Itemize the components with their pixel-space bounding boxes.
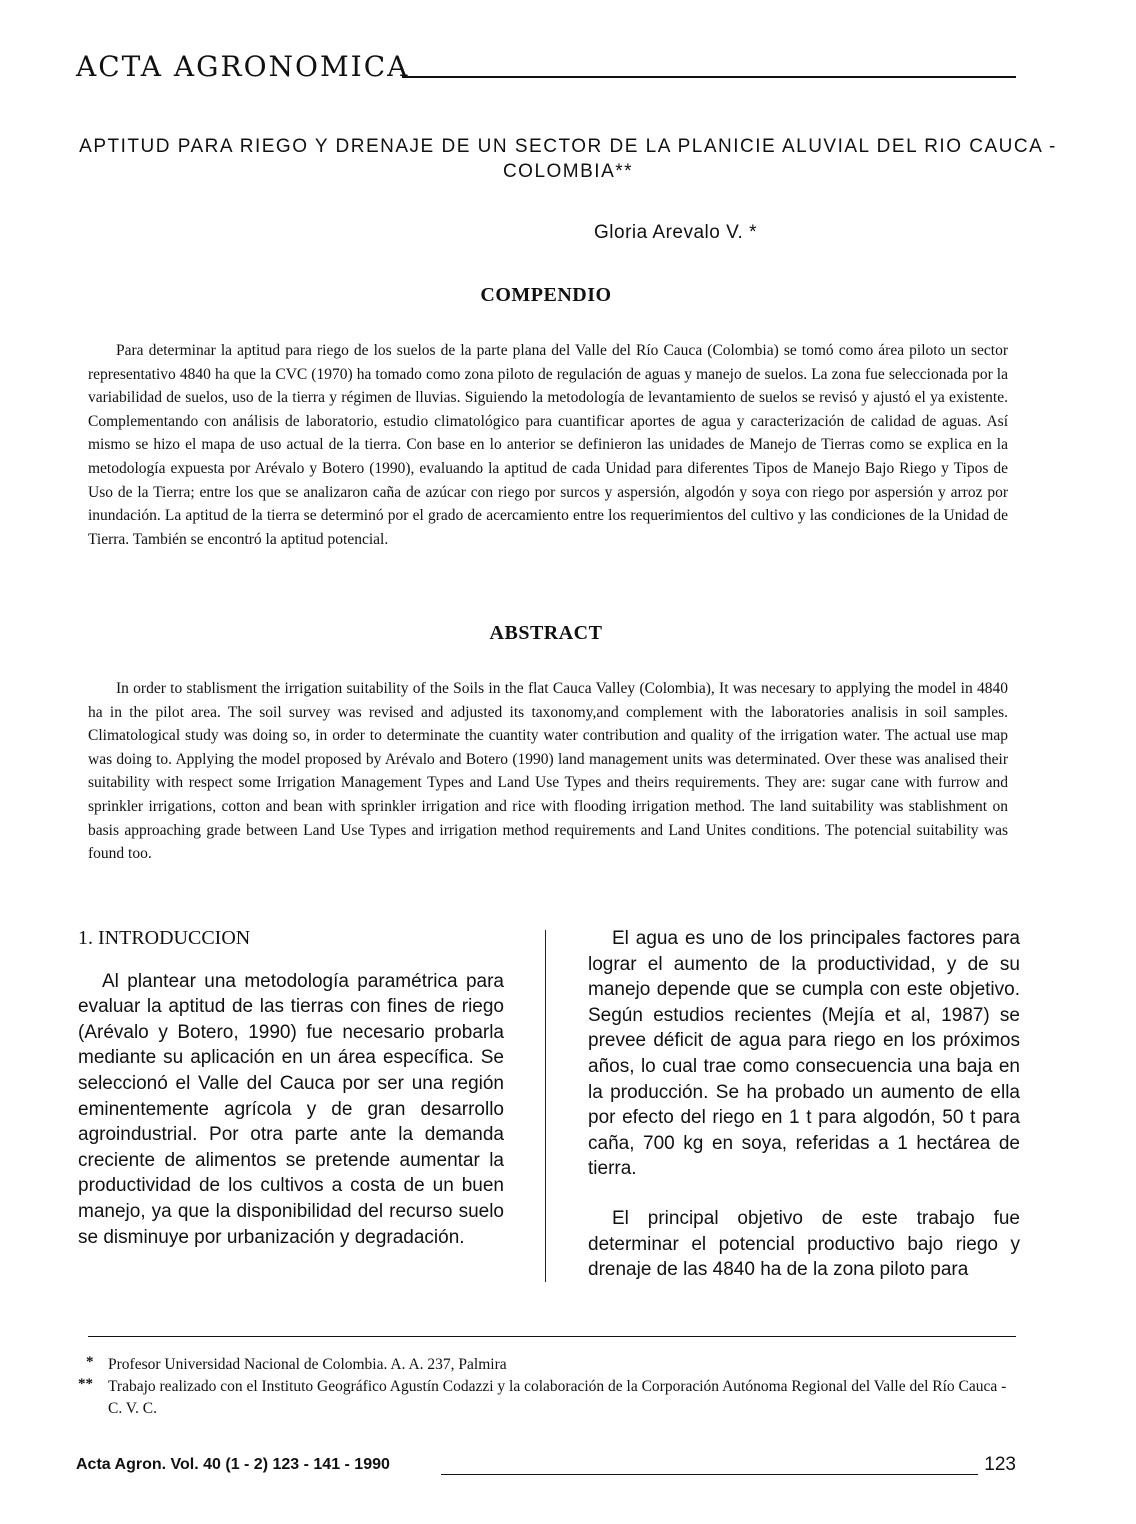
article-author: Gloria Arevalo V. * bbox=[594, 222, 757, 243]
article-title: APTITUD PARA RIEGO Y DRENAJE DE UN SECTOR DE LA PLANICIE ALUVIAL DEL RIO CAUCA - COLOMBIA** bbox=[79, 136, 1057, 182]
introduction-paragraph-right-2: El principal objetivo de este trabajo fue determinar el potencial productivo bajo riego y drenaje de las 4840 ha de la zona piloto para bbox=[588, 1207, 1020, 1281]
journal-name: ACTA AGRONOMICA bbox=[76, 50, 410, 83]
compendio-paragraph: Para determinar la aptitud para riego de los suelos de la parte plana del Valle del Río Cauca (Colombia) se tomó como área piloto un sector representativo 4840 ha que la CVC (1970) ha tomado como zona piloto de regulación de aguas y manejo de suelos. La zona fue seleccionada por la variabilidad de suelos, uso de la tierra y régimen de lluvias. Siguiendo la metodología de levantamiento de suelos se revisó y ajustó el ya existente. Complementando con análisis de laboratorio, estudio climatológico para cuantificar aportes de agua y caracterización de calidad de aguas. Así mismo se hizo el mapa de uso actual de la tierra. Con base en lo anterior se definieron las unidades de Manejo de Tierras como se explica en la metodología expuesta por Arévalo y Botero (1990), evaluando la aptitud de cada Unidad para diferentes Tipos de Manejo Bajo Riego y Tipos de Uso de la Tierra; entre los que se analizaron caña de azúcar con riego por surcos y aspersión, algodón y soya con riego por aspersión y arroz por inundación. La aptitud de la tierra se determinó por el grado de acercamiento entre los requerimientos del cultivo y las condiciones de la Unidad de Tierra. También se encontró la aptitud potencial. bbox=[88, 342, 1008, 548]
footnote-item bbox=[76, 1376, 1016, 1420]
abstract-heading: ABSTRACT bbox=[489, 622, 603, 644]
journal-header bbox=[76, 50, 1016, 90]
footnote-mark: * bbox=[86, 1354, 94, 1370]
journal-citation: Acta Agron. Vol. 40 (1 - 2) 123 - 141 - 1990 bbox=[76, 1456, 390, 1473]
compendio-text-block bbox=[88, 339, 1008, 551]
footer-rule bbox=[441, 1474, 978, 1475]
column-divider bbox=[545, 930, 546, 1282]
footnote-item bbox=[76, 1354, 1016, 1376]
footnote-text: Trabajo realizado con el Instituto Geográfico Agustín Codazzi y la colaboración de la Corporación Autónoma Regional del Valle del Río Cauca - C. V. C. bbox=[108, 1378, 1007, 1417]
page-number: 123 bbox=[984, 1454, 1016, 1475]
header-rule bbox=[402, 76, 1016, 78]
abstract-paragraph: In order to stablisment the irrigation suitability of the Soils in the flat Cauca Valley (Colombia), It was necesary to applying the model in 4840 ha in the pilot area. The soil survey was revised and adjusted its taxonomy,and complement with the laboratories analisis in soil samples. Climatological study was doing so, in order to determinate the cuantity water contribution and quality of the irrigation water. The actual use map was doing to. Applying the model proposed by Arévalo and Botero (1990) land management units was determinated. Over these was analised their suitability with respect some Irrigation Management Types and Land Use Types and theirs requirements. They are: sugar cane with furrow and sprinkler irrigations, cotton and bean with sprinkler irrigation and rice with flooding irrigation method. The land suitability was stablishment on basis approaching grade between Land Use Types and irrigation method requirements and Land Unites conditions. The potencial suitability was found too. bbox=[88, 680, 1008, 863]
compendio-heading: COMPENDIO bbox=[480, 284, 612, 306]
page-footer bbox=[76, 1454, 1016, 1482]
introduction-paragraph-right-1: El agua es uno de los principales factores para lograr el aumento de la productividad, y de su manejo depende que se cumpla con este objetivo. Según estudios recientes (Mejía et al, 1987) se prevee déficit de agua para riego en los próximos años, lo cual trae como consecuencia una baja en la producción. Se ha probado un aumento de ella por efecto del riego en 1 t para algodón, 50 t para caña, 700 kg en soya, referidas a 1 hectárea de tierra. bbox=[588, 928, 1020, 1180]
introduction-heading: 1. INTRODUCCION bbox=[78, 927, 251, 949]
abstract-text-block bbox=[88, 677, 1008, 866]
introduction-paragraph-left: Al plantear una metodología paramétrica para evaluar la aptitud de las tierras con fines de riego (Arévalo y Botero, 1990) fue necesario probarla mediante su aplicación en un área específica. Se seleccionó el Valle del Cauca por ser una región eminentemente agrícola y de gran desarrollo agroindustrial. Por otra parte ante la demanda creciente de alimentos se pretende aumentar la productividad de los cultivos a costa de un buen manejo, ya que la disponibilidad del recurso suelo se disminuye por urbanización y degradación. bbox=[78, 970, 504, 1248]
footnotes bbox=[76, 1354, 1016, 1420]
footnote-rule bbox=[88, 1336, 1016, 1337]
right-column bbox=[588, 926, 1020, 1283]
left-column bbox=[78, 926, 504, 1250]
footnote-text: Profesor Universidad Nacional de Colombia. A. A. 237, Palmira bbox=[108, 1356, 507, 1373]
footnote-mark: ** bbox=[78, 1376, 93, 1392]
